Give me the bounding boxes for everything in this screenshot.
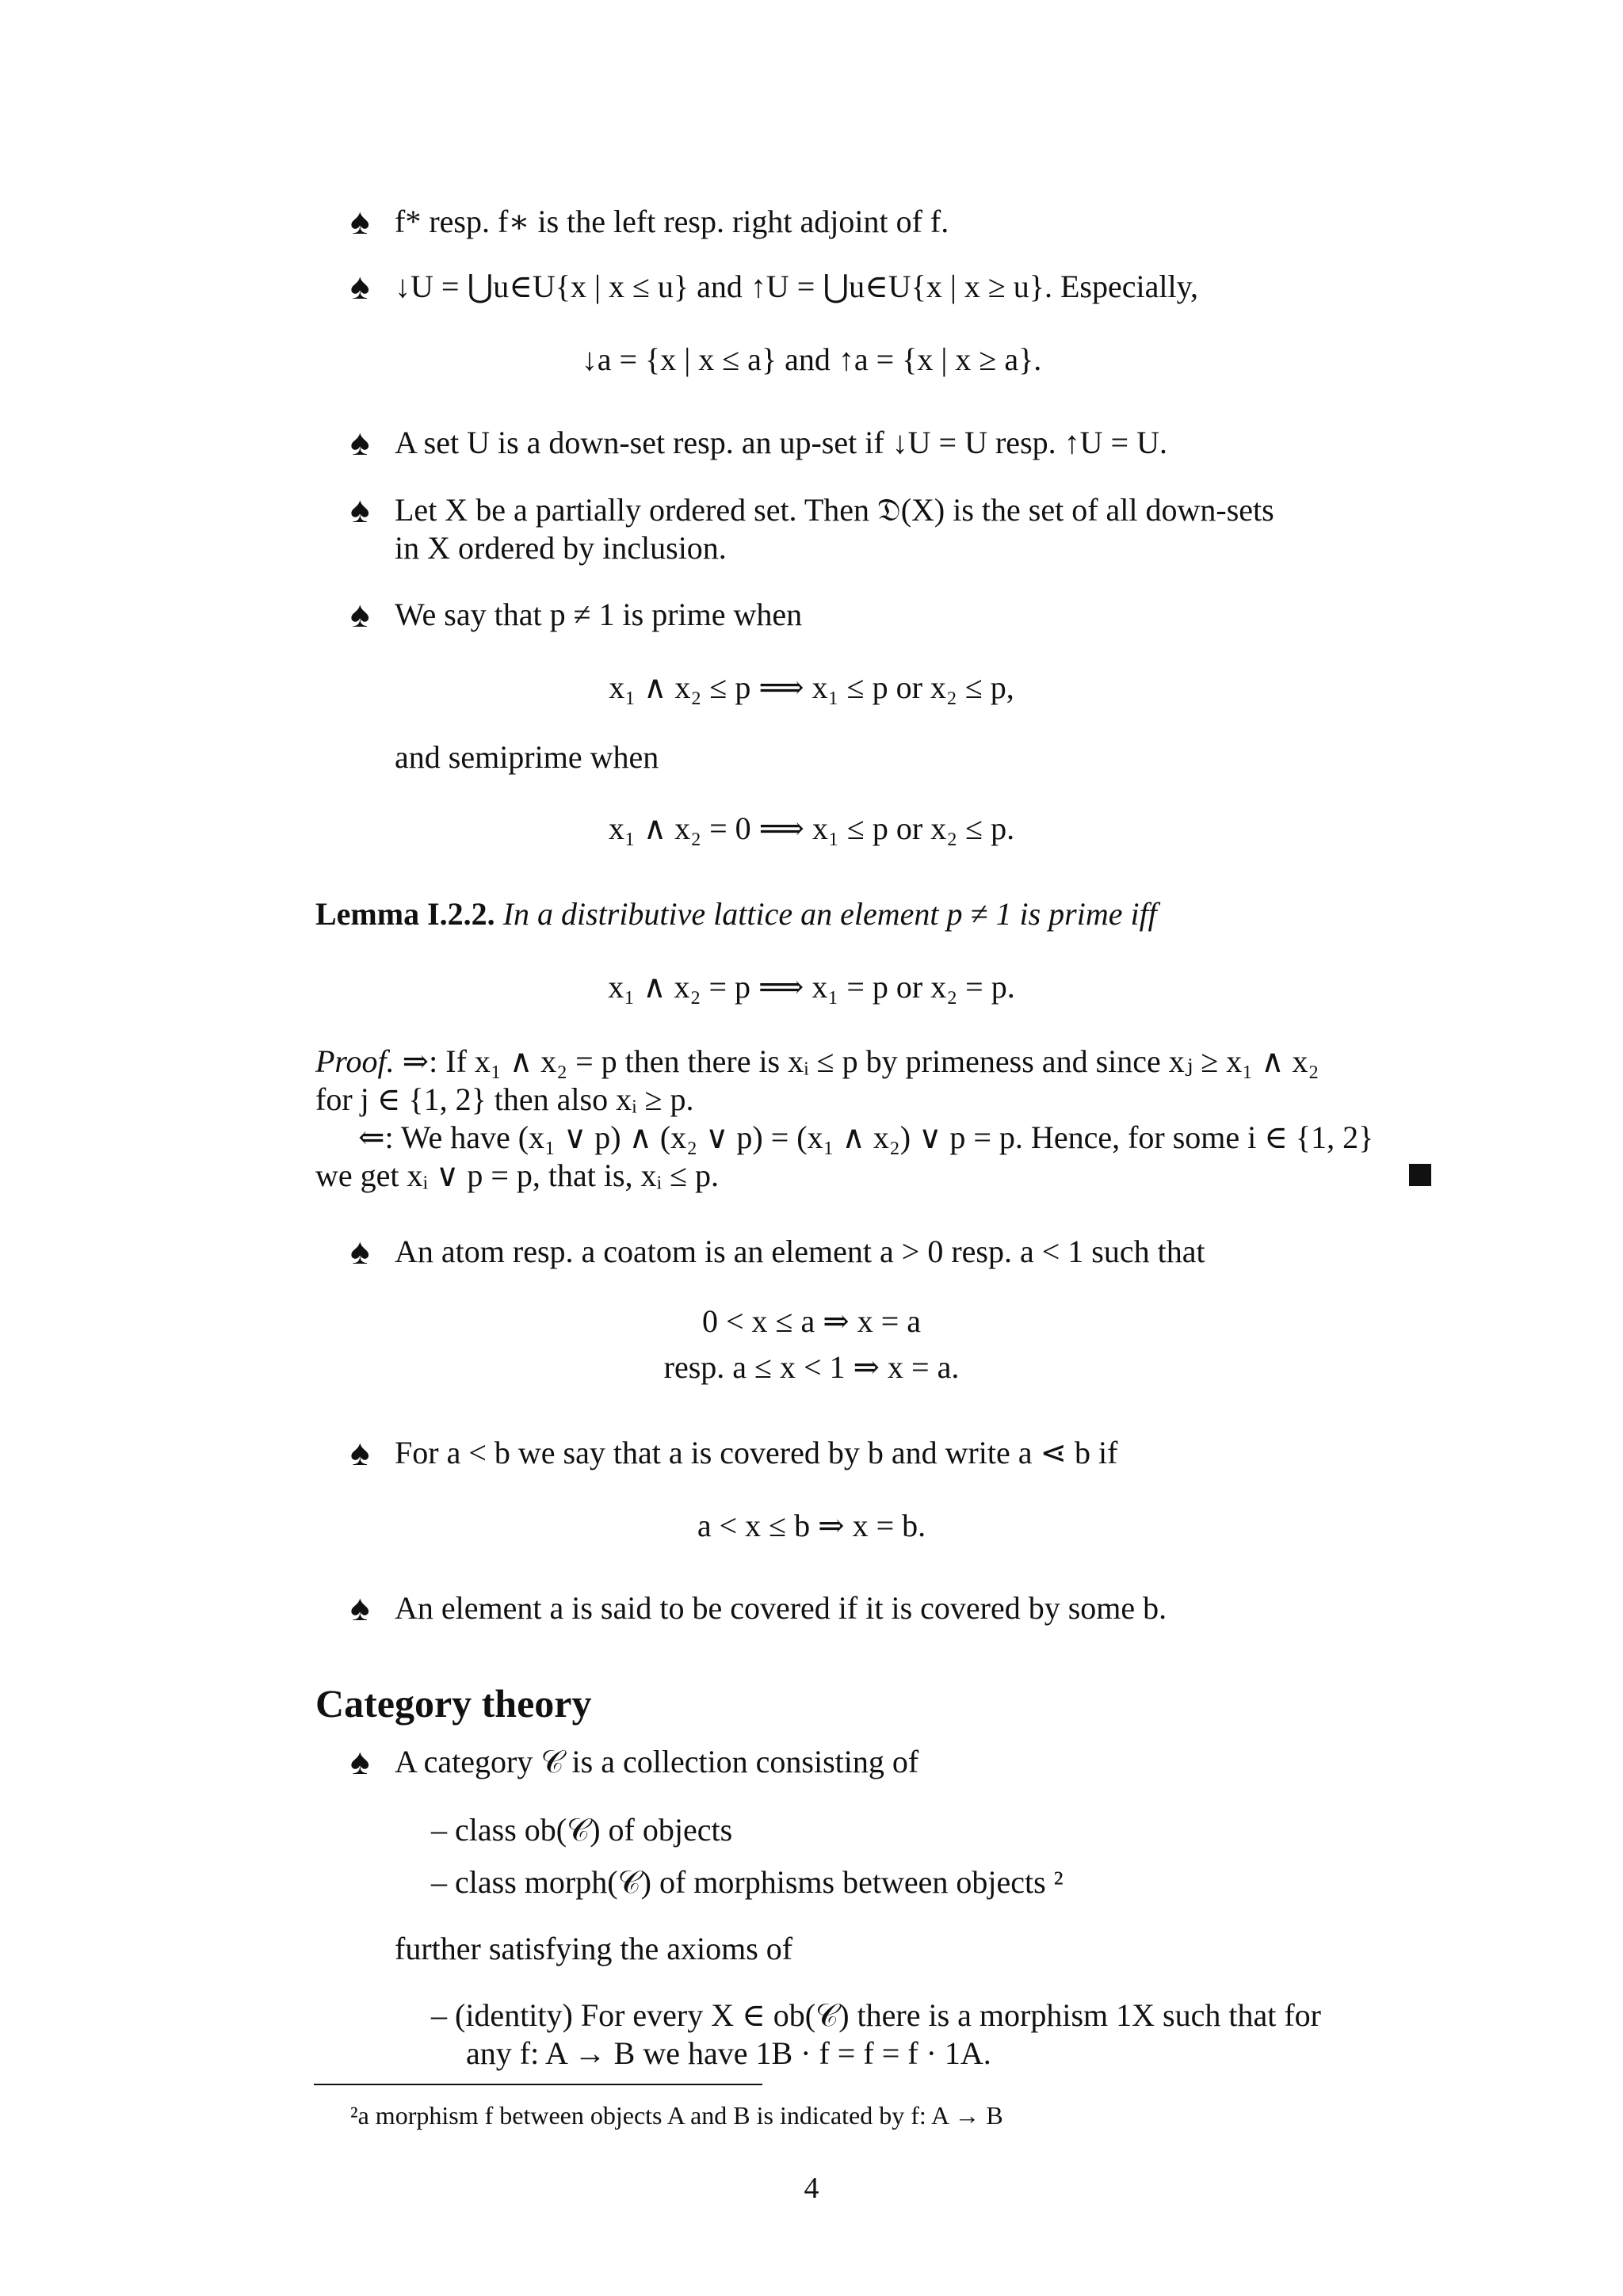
category-identity-line1: – (identity) For every X ∈ ob(𝒞) there is a morphism 1X such that for bbox=[431, 1997, 1321, 2033]
lemma-statement: In a distributive lattice an element p ≠ 1 is prime iff bbox=[502, 896, 1157, 932]
bullet-sets: ↓U = ⋃u∈U{x | x ≤ u} and ↑U = ⋃u∈U{x | x ≥ u}. Especially, bbox=[395, 269, 1198, 304]
spade-bullet-icon: ♠ bbox=[350, 1231, 370, 1272]
lemma-display-equation: x₁ ∧ x₂ = p ⟹ x₁ = p or x₂ = p. bbox=[608, 969, 1015, 1005]
spade-bullet-icon: ♠ bbox=[350, 594, 370, 635]
spade-bullet-icon: ♠ bbox=[350, 1588, 370, 1628]
spade-bullet-icon: ♠ bbox=[350, 266, 370, 307]
category-item-objects: – class ob(𝒞) of objects bbox=[431, 1812, 733, 1848]
spade-bullet-icon: ♠ bbox=[350, 490, 370, 530]
semiprime-display-equation: x₁ ∧ x₂ = 0 ⟹ x₁ ≤ p or x₂ ≤ p. bbox=[608, 810, 1015, 846]
sets-display-equation: ↓a = {x | x ≤ a} and ↑a = {x | x ≥ a}. bbox=[581, 341, 1042, 377]
bullet-poset-line1: Let X be a partially ordered set. Then 𝔇(X) is the set of all down-sets bbox=[395, 492, 1274, 528]
prime-display-equation: x₁ ∧ x₂ ≤ p ⟹ x₁ ≤ p or x₂ ≤ p, bbox=[609, 669, 1014, 705]
lemma-label: Lemma I.2.2. bbox=[315, 896, 495, 932]
section-heading: Category theory bbox=[315, 1681, 592, 1726]
bullet-prime: We say that p ≠ 1 is prime when bbox=[395, 597, 803, 632]
category-item-morphisms: – class morph(𝒞) of morphisms between objects ² bbox=[431, 1864, 1064, 1900]
proof-line1 bbox=[315, 1043, 1319, 1081]
proof-line4: we get xᵢ ∨ p = p, that is, xᵢ ≤ p. bbox=[315, 1158, 720, 1193]
bullet-adjoint: f* resp. f∗ is the left resp. right adjoint of f. bbox=[395, 204, 949, 239]
spade-bullet-icon: ♠ bbox=[350, 422, 370, 463]
spade-bullet-icon: ♠ bbox=[350, 201, 370, 242]
bullet-atoms: An atom resp. a coatom is an element a > 0 resp. a < 1 such that bbox=[395, 1234, 1205, 1269]
proof-label: Proof. bbox=[315, 1043, 395, 1079]
bullet-covered-element: An element a is said to be covered if it is covered by some b. bbox=[395, 1590, 1167, 1626]
category-identity-line2: any f: A → B we have 1B · f = f = f · 1A. bbox=[466, 2035, 991, 2071]
proof-line3: ⇐: We have (x₁ ∨ p) ∧ (x₂ ∨ p) = (x₁ ∧ x₂) ∨ p = p. Hence, for some i ∈ {1, 2} bbox=[358, 1119, 1374, 1155]
bullet-covered: For a < b we say that a is covered by b and write a ⋖ b if bbox=[395, 1435, 1118, 1470]
proof-line1-text: ⇒: If x₁ ∧ x₂ = p then there is xᵢ ≤ p by primeness and since xⱼ ≥ x₁ ∧ x₂ bbox=[402, 1043, 1319, 1079]
proof-line2: for j ∈ {1, 2} then also xᵢ ≥ p. bbox=[315, 1081, 694, 1117]
spade-bullet-icon: ♠ bbox=[350, 1432, 370, 1473]
bullet-poset-line2: in X ordered by inclusion. bbox=[395, 530, 727, 566]
bullet-category: A category 𝒞 is a collection consisting of bbox=[395, 1744, 919, 1779]
footnote: ²a morphism f between objects A and B is indicated by f: A → B bbox=[350, 2101, 1003, 2130]
spade-bullet-icon: ♠ bbox=[350, 1741, 370, 1782]
atoms-display-line1: 0 < x ≤ a ⇒ x = a bbox=[701, 1303, 922, 1339]
atoms-display-line2: resp. a ≤ x < 1 ⇒ x = a. bbox=[663, 1349, 960, 1385]
bullet-downset: A set U is a down-set resp. an up-set if ↓U = U resp. ↑U = U. bbox=[395, 425, 1167, 460]
page-number: 4 bbox=[804, 2172, 819, 2205]
qed-square-icon bbox=[1409, 1164, 1431, 1186]
covered-display-equation: a < x ≤ b ⇒ x = b. bbox=[697, 1508, 926, 1543]
footnote-rule bbox=[314, 2084, 762, 2085]
semiprime-text: and semiprime when bbox=[395, 739, 659, 775]
category-axioms-intro: further satisfying the axioms of bbox=[395, 1931, 793, 1966]
lemma bbox=[315, 895, 1157, 933]
